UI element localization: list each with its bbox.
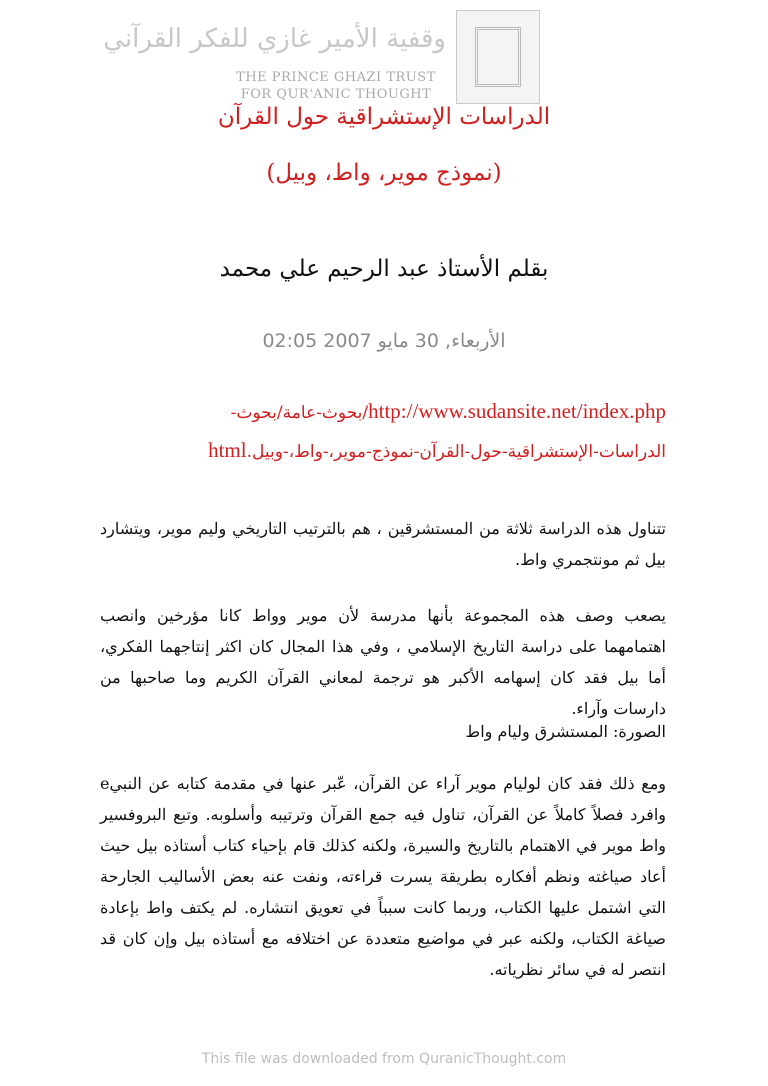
logo-arabic-text: وقفية الأمير غازي للفكر القرآني — [103, 24, 446, 54]
source-link-path1[interactable]: /بحوث-عامة/بحوث- — [230, 403, 369, 423]
logo-english-line1: THE PRINCE GHAZI TRUST — [236, 70, 436, 85]
source-link-line2[interactable] — [100, 438, 666, 463]
calligraphy-emblem-icon — [456, 10, 540, 104]
trust-logo — [103, 10, 540, 106]
source-link-line1[interactable] — [100, 399, 666, 424]
publish-date: الأربعاء, 30 مايو 2007 02:05 — [262, 330, 506, 352]
paragraph-2: يصعب وصف هذه المجموعة بأنها مدرسة لأن موير وواط كانا مؤرخين وانصب اهتمامهما على دراسة التاريخ الإسلامي ، وفي هذا المجال كان اكثر إنتاجهما الفكري، أما بيل فقد كان إسهامه الأكبر هو ترجمة لمعاني القرآن الكريم وما صاحبها من دارسات وآراء. — [100, 606, 666, 718]
paragraph-1: تتناول هذه الدراسة ثلاثة من المستشرقين ، هم بالترتيب التاريخي وليم موير، ويتشارد بيل ثم مونتجمري واط. — [100, 519, 666, 569]
download-footer: This file was downloaded from QuranicThought.com — [201, 1051, 567, 1067]
document-subtitle: (نموذج موير، واط، وبيل) — [266, 160, 502, 186]
source-url[interactable]: http://www.sudansite.net/index.php — [368, 399, 666, 423]
logo-english-line2: FOR QUR'ANIC THOUGHT — [240, 87, 432, 102]
author-byline: بقلم الأستاذ عبد الرحيم علي محمد — [219, 256, 549, 282]
image-caption: الصورة: المستشرق وليام واط — [465, 722, 666, 741]
source-link-extension[interactable]: html — [208, 438, 247, 462]
paragraph-4: ومع ذلك فقد كان لوليام موير آراء عن القرآن، عّبر عنها في مقدمة كتابه عن النبيe وافرد فصلاً كاملاً عن القرآن، تناول فيه جمع القرآن وترتيبه وأسلوبه. وتبع البروفسير واط موير في الاهتمام بالتاريخ والسيرة، ولكنه كذلك قام بإحياء كتاب أستاذه بيل حيث أعاد صياغته ونظم أفكاره بطريقة يسرت قراءته، ونفت عنه بعض الأساليب الجارحة التي اشتمل عليها الكتاب، وربما كانت سبباً في تعويق انتشاره. لم يكتف واط بإعادة صياغة الكتاب، ولكنه عبر في مواضيع متعددة عن اختلافه مع أستاذه بيل وإن كان قد انتصر له في سائر نظرياته. — [100, 774, 667, 979]
document-title: الدراسات الإستشراقية حول القرآن — [217, 104, 551, 130]
source-link-path2[interactable]: الدراسات-الإستشراقية-حول-القرآن-نموذج-موير،-واط،-وبيل. — [246, 442, 666, 462]
emblem-frame — [475, 27, 521, 87]
